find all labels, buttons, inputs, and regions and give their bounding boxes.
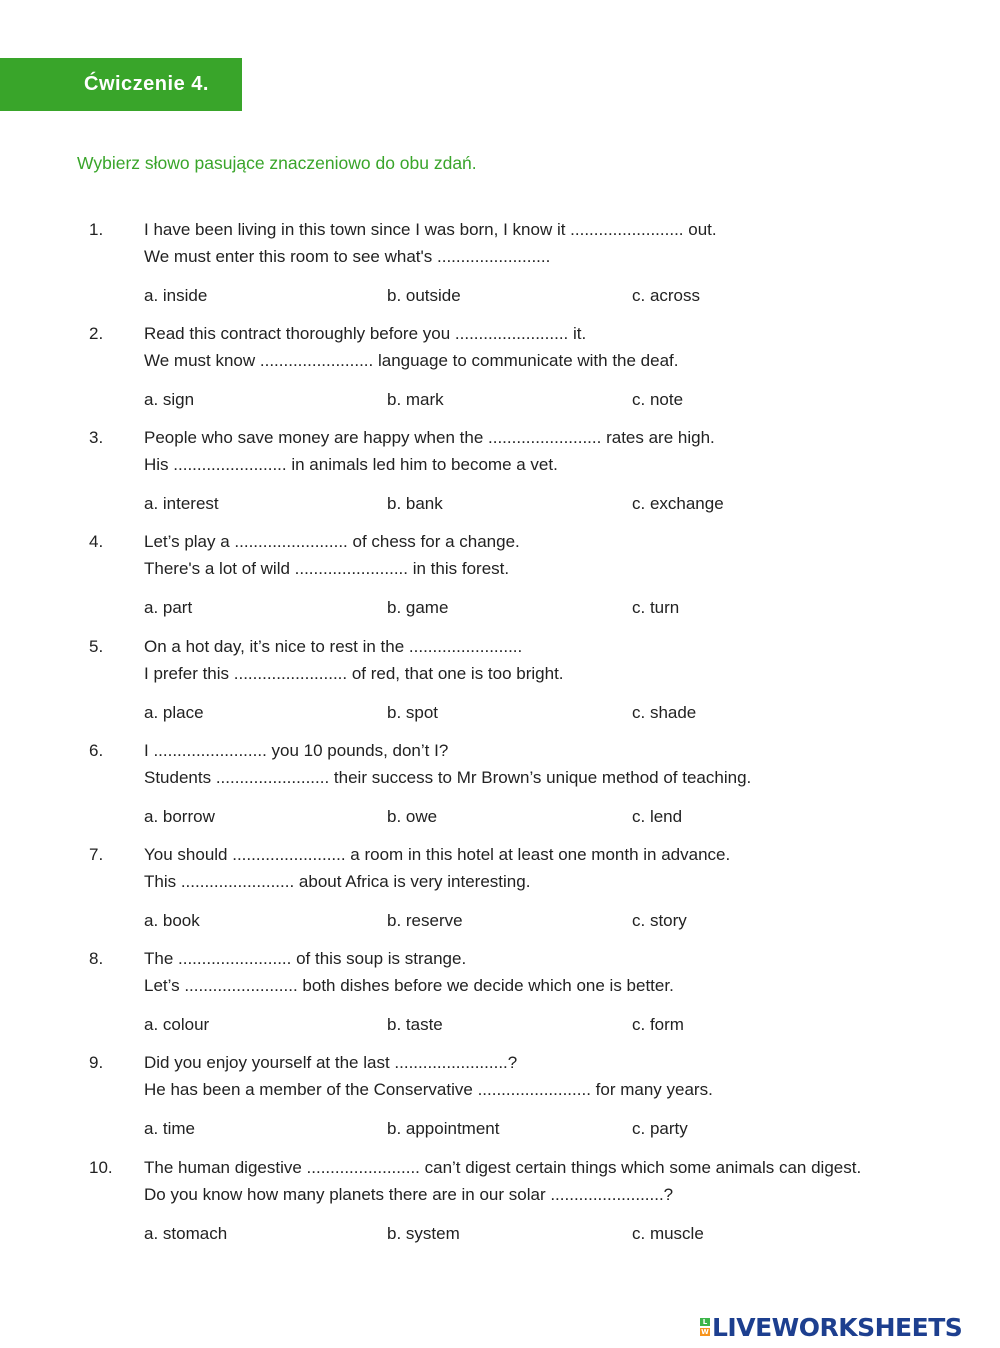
option-c[interactable]: c. lend: [632, 807, 683, 826]
question-number: 5.: [89, 637, 104, 656]
question-number: 2.: [89, 324, 104, 343]
question-sentence-2: Do you know how many planets there are in our solar ........................?: [144, 1185, 674, 1204]
question-5: [0, 637, 1000, 737]
instruction-text: Wybierz słowo pasujące znaczeniowo do obu zdań.: [77, 153, 477, 173]
question-sentence-1: The human digestive ........................ can’t digest certain things which some animals can digest.: [144, 1158, 862, 1177]
option-b[interactable]: b. bank: [387, 494, 443, 513]
question-sentence-1: People who save money are happy when the ........................ rates are high.: [144, 428, 715, 447]
liveworksheets-logo: [700, 1312, 962, 1342]
logo-text: LIVEWORKSHEETS: [712, 1312, 963, 1342]
option-a[interactable]: a. borrow: [144, 807, 215, 826]
question-sentence-2: Students ........................ their success to Mr Brown’s unique method of teaching.: [144, 768, 752, 787]
question-number: 6.: [89, 741, 104, 760]
question-sentence-1: You should ........................ a room in this hotel at least one month in advance.: [144, 845, 731, 864]
question-sentence-1: I ........................ you 10 pounds, don’t I?: [144, 741, 449, 760]
question-10: [0, 1158, 1000, 1258]
option-a[interactable]: a. part: [144, 598, 193, 617]
question-number: 10.: [89, 1158, 113, 1177]
question-2: [0, 324, 1000, 424]
question-number: 1.: [89, 220, 104, 239]
option-c[interactable]: c. note: [632, 390, 684, 409]
question-sentence-2: We must know ........................ language to communicate with the deaf.: [144, 351, 679, 370]
question-sentence-1: The ........................ of this soup is strange.: [144, 949, 467, 968]
option-c[interactable]: c. turn: [632, 598, 680, 617]
question-6: [0, 741, 1000, 841]
exercise-title: Ćwiczenie 4.: [84, 73, 209, 95]
question-number: 9.: [89, 1053, 104, 1072]
option-c[interactable]: c. exchange: [632, 494, 724, 513]
question-number: 3.: [89, 428, 104, 447]
option-a[interactable]: a. colour: [144, 1015, 210, 1034]
question-sentence-1: On a hot day, it’s nice to rest in the ........................: [144, 637, 523, 656]
option-a[interactable]: a. time: [144, 1119, 196, 1138]
option-b[interactable]: b. taste: [387, 1015, 443, 1034]
option-b[interactable]: b. spot: [387, 703, 439, 722]
option-a[interactable]: a. stomach: [144, 1224, 228, 1243]
option-b[interactable]: b. system: [387, 1224, 460, 1243]
option-c[interactable]: c. across: [632, 286, 701, 305]
question-sentence-2: His ........................ in animals led him to become a vet.: [144, 455, 558, 474]
question-3: [0, 428, 1000, 528]
option-a[interactable]: a. sign: [144, 390, 195, 409]
option-a[interactable]: a. book: [144, 911, 200, 930]
logo-mark-icon: [700, 1317, 710, 1337]
question-sentence-2: This ........................ about Africa is very interesting.: [144, 872, 531, 891]
question-4: [0, 532, 1000, 632]
question-sentence-1: I have been living in this town since I was born, I know it ........................ out.: [144, 220, 717, 239]
option-c[interactable]: c. form: [632, 1015, 684, 1034]
question-number: 7.: [89, 845, 104, 864]
question-sentence-2: Let’s ........................ both dishes before we decide which one is better.: [144, 976, 674, 995]
option-a[interactable]: a. inside: [144, 286, 208, 305]
option-c[interactable]: c. party: [632, 1119, 688, 1138]
question-sentence-2: There's a lot of wild ........................ in this forest.: [144, 559, 510, 578]
question-1: [0, 220, 1000, 320]
option-b[interactable]: b. mark: [387, 390, 444, 409]
question-number: 8.: [89, 949, 104, 968]
option-b[interactable]: b. appointment: [387, 1119, 500, 1138]
logo-mark-l: L: [700, 1318, 710, 1326]
question-number: 4.: [89, 532, 104, 551]
option-a[interactable]: a. place: [144, 703, 204, 722]
option-c[interactable]: c. muscle: [632, 1224, 704, 1243]
question-sentence-2: He has been a member of the Conservative ........................ for many years.: [144, 1080, 713, 1099]
question-sentence-1: Let’s play a ........................ of chess for a change.: [144, 532, 520, 551]
logo-mark-w: W: [701, 1328, 709, 1336]
option-b[interactable]: b. game: [387, 598, 449, 617]
question-9: [0, 1053, 1000, 1153]
question-sentence-1: Did you enjoy yourself at the last ........................?: [144, 1053, 518, 1072]
option-c[interactable]: c. shade: [632, 703, 697, 722]
question-8: [0, 949, 1000, 1049]
question-sentence-2: I prefer this ........................ of red, that one is too bright.: [144, 664, 564, 683]
question-sentence-1: Read this contract thoroughly before you ........................ it.: [144, 324, 587, 343]
option-a[interactable]: a. interest: [144, 494, 219, 513]
question-7: [0, 845, 1000, 945]
question-sentence-2: We must enter this room to see what's ........................: [144, 247, 551, 266]
option-c[interactable]: c. story: [632, 911, 687, 930]
option-b[interactable]: b. reserve: [387, 911, 463, 930]
option-b[interactable]: b. owe: [387, 807, 438, 826]
option-b[interactable]: b. outside: [387, 286, 461, 305]
exercise-title-box: [0, 58, 242, 111]
